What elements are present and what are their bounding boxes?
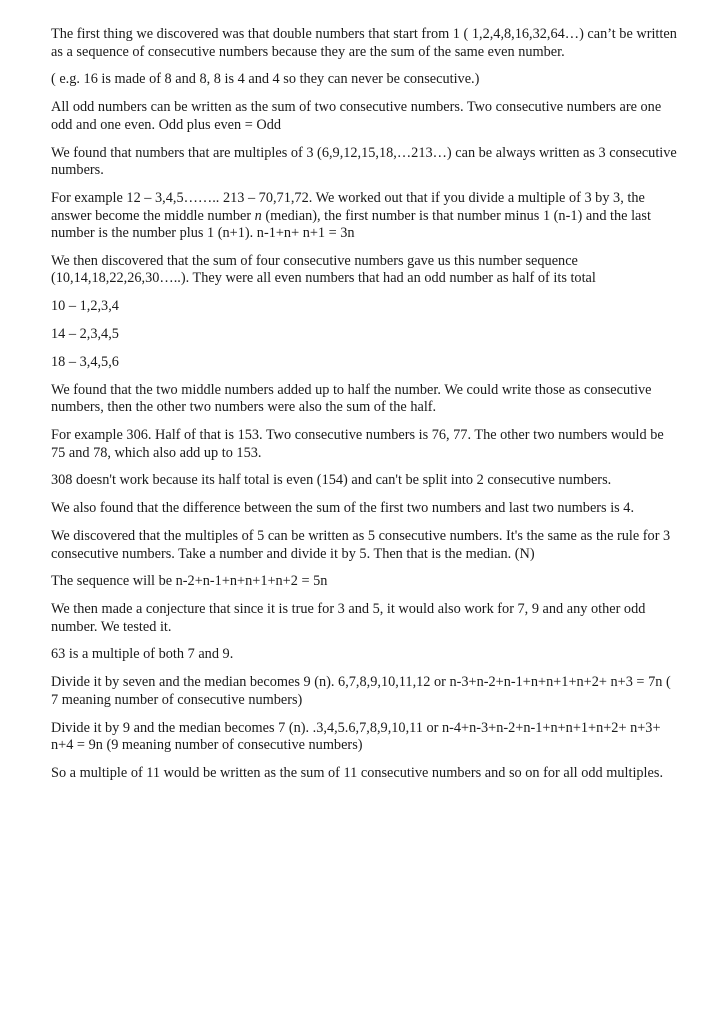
paragraph-308: 308 doesn't work because its half total is even (154) and can't be split into 2 consecutive numbers. [51,472,612,489]
paragraph-example-16: ( e.g. 16 is made of 8 and 8, 8 is 4 and 4 so they can never be consecutive.) [51,71,480,88]
paragraph-four-consecutive: We then discovered that the sum of four consecutive numbers gave us this number sequence (10,14,18,22,26,30…..). They were all even numbers that had an odd number as half of its total [51,252,596,287]
paragraph-middle-numbers: We found that the two middle numbers added up to half the number. We could write those as consecutive numbers, then the other two numbers were also the sum of the half. [51,381,652,416]
paragraph-example-12-part1: For example 12 – 3,4,5…….. 213 – 70,71,72. We worked out that if you divide a multiple of 3 by 3, the answer become the middle number [51,189,645,224]
list-line-18: 18 – 3,4,5,6 [51,353,119,370]
paragraph-example-12 [51,190,679,243]
paragraph-conjecture: We then made a conjecture that since it is true for 3 and 5, it would also work for 7, 9 and any other odd number. We tested it. [51,601,646,635]
paragraph-double-numbers: The first thing we discovered was that double numbers that start from 1 ( 1,2,4,8,16,32,64…) can’t be written as a sequence of consecutive numbers because they are the sum of the same even number. [51,26,677,60]
paragraph-example-12-part2: (median), the first number is that number minus 1 (n-1) and the last number is the number plus 1 (n+1). n-1+n+ n+1 = 3n [51,207,651,242]
paragraph-example-12-italic-n: n [254,207,262,224]
paragraph-multiples-of-5: We discovered that the multiples of 5 can be written as 5 consecutive numbers. It's the same as the rule for 3 consecutive numbers. Take a number and divide it by 5. Then that is the median. (N) [51,527,671,562]
paragraph-multiple-of-11: So a multiple of 11 would be written as the sum of 11 consecutive numbers and so on for all odd multiples. [51,764,664,781]
list-line-14: 14 – 2,3,4,5 [51,326,119,343]
paragraph-divide-by-seven: Divide it by seven and the median becomes 9 (n). 6,7,8,9,10,11,12 or n-3+n-2+n-1+n+n+1+n+2+ n+3 = 7n ( 7 meaning number of consecutive numbers) [51,674,671,708]
paragraph-sequence-5n: The sequence will be n-2+n-1+n+n+1+n+2 = 5n [51,573,328,590]
paragraph-difference-4: We also found that the difference between the sum of the first two numbers and last two numbers is 4. [51,500,635,517]
paragraph-multiples-of-3: We found that numbers that are multiples of 3 (6,9,12,15,18,…213…) can be always written as 3 consecutive numbers. [51,144,677,179]
paragraph-odd-numbers: All odd numbers can be written as the sum of two consecutive numbers. Two consecutive numbers are one odd and one even. Odd plus even = Odd [51,99,662,133]
list-line-10: 10 – 1,2,3,4 [51,298,119,315]
paragraph-divide-by-9: Divide it by 9 and the median becomes 7 (n). .3,4,5.6,7,8,9,10,11 or n-4+n-3+n-2+n-1+n+n+1+n+2+ n+3+ n+4 = 9n (9 meaning number of consecutive numbers) [51,719,661,754]
paragraph-63: 63 is a multiple of both 7 and 9. [51,646,234,663]
paragraph-example-306: For example 306. Half of that is 153. Two consecutive numbers is 76, 77. The other two numbers would be 75 and 78, which also add up to 153. [51,426,664,461]
